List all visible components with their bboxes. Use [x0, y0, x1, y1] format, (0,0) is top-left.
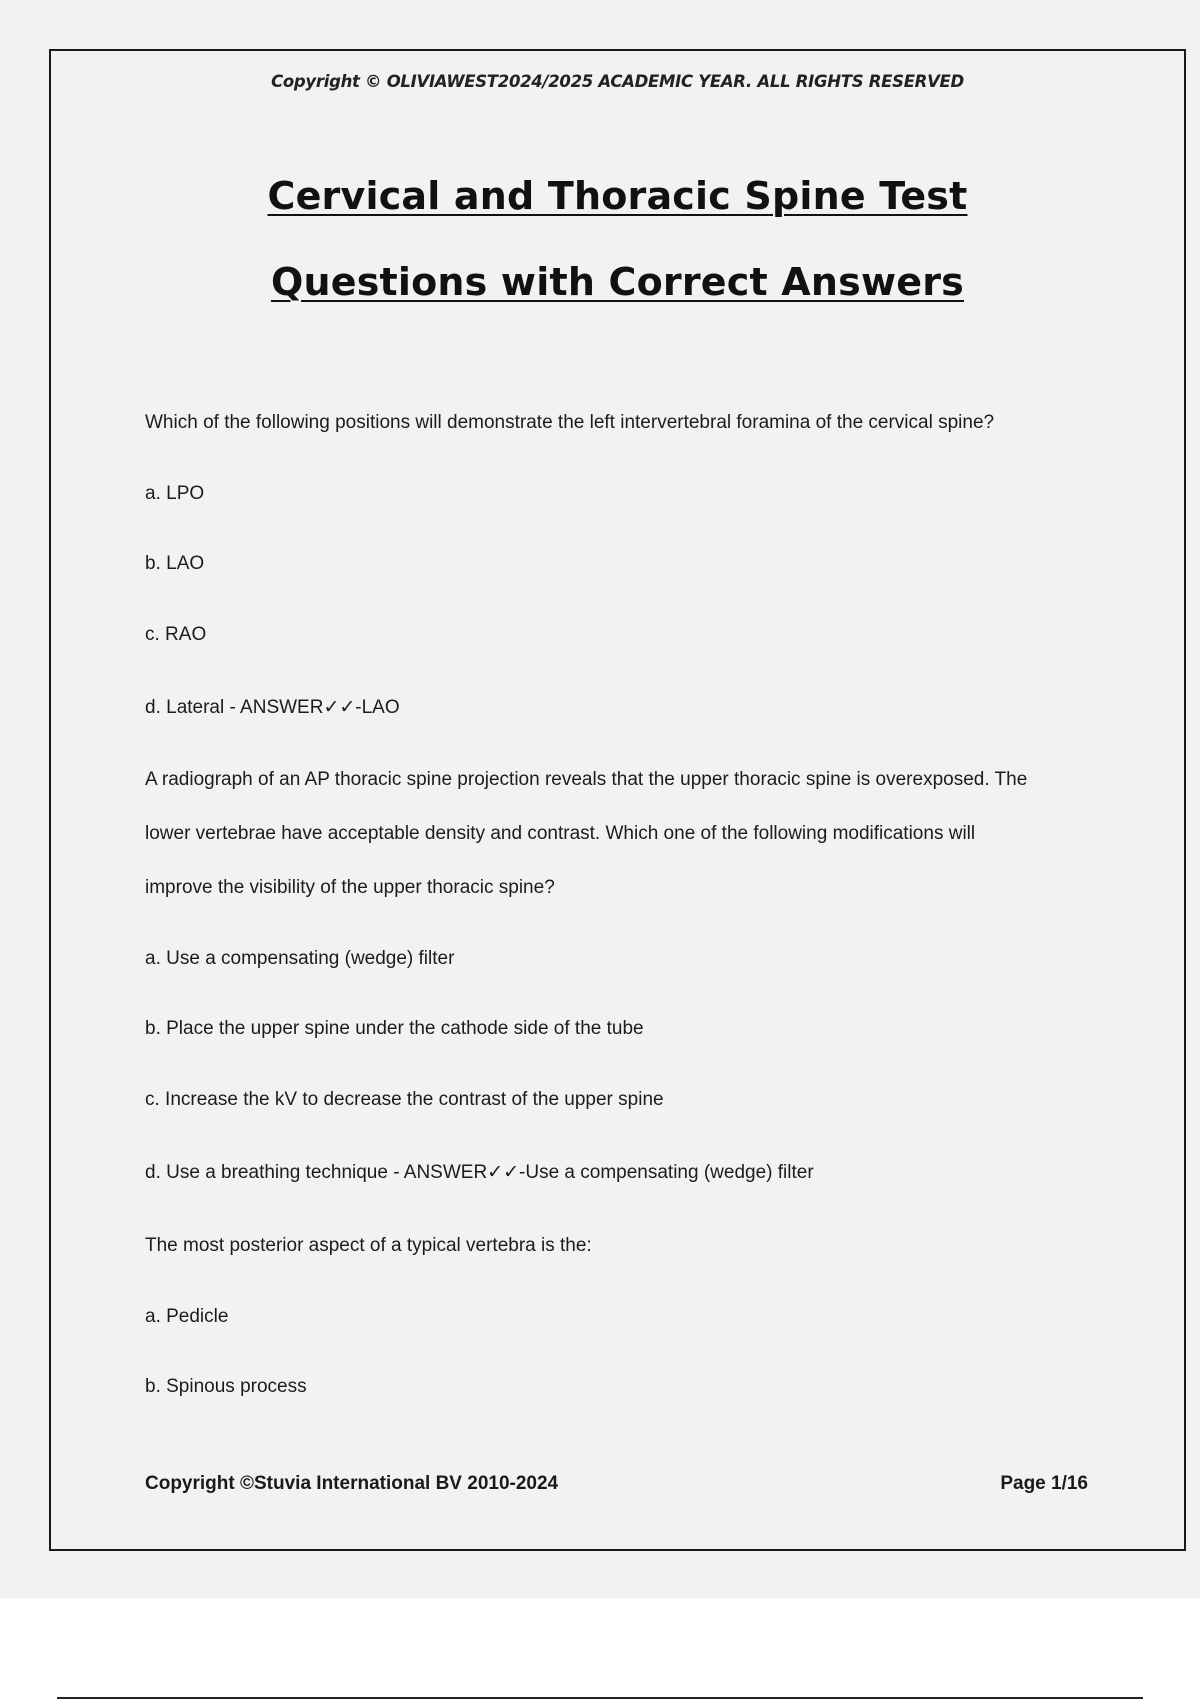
header-copyright: Copyright © OLIVIAWEST2024/2025 ACADEMIC YEAR. ALL RIGHTS RESERVED	[271, 72, 964, 91]
question-1-option-d-answer: d. Lateral - ANSWER✓✓-LAO	[145, 697, 400, 718]
question-2-option-a: a. Use a compensating (wedge) filter	[145, 948, 455, 969]
page-number: Page 1/16	[1000, 1473, 1088, 1494]
document-title-line-2: Questions with Correct Answers	[270, 260, 964, 304]
question-2-option-c: c. Increase the kV to decrease the contrast of the upper spine	[145, 1089, 664, 1110]
next-page-header-rule	[57, 1697, 1143, 1699]
question-2-option-d-answer: d. Use a breathing technique - ANSWER✓✓-Use a compensating (wedge) filter	[145, 1162, 814, 1183]
question-3-option-a: a. Pedicle	[145, 1306, 229, 1327]
document-title-line-1: Cervical and Thoracic Spine Test	[267, 174, 968, 218]
question-1-text: Which of the following positions will demonstrate the left intervertebral foramina of the cervical spine?	[145, 412, 995, 433]
question-2-option-b: b. Place the upper spine under the cathode side of the tube	[145, 1018, 644, 1039]
question-3-option-b: b. Spinous process	[145, 1376, 307, 1397]
question-1-option-b: b. LAO	[145, 553, 205, 574]
question-3-text: The most posterior aspect of a typical vertebra is the:	[145, 1235, 592, 1256]
question-2-text-line-3: improve the visibility of the upper thoracic spine?	[145, 877, 555, 898]
footer-copyright: Copyright ©Stuvia International BV 2010-2024	[145, 1473, 559, 1494]
question-1-option-a: a. LPO	[145, 483, 205, 504]
question-2-text-line-1: A radiograph of an AP thoracic spine projection reveals that the upper thoracic spine is overexposed. The	[145, 769, 1028, 790]
question-1-option-c: c. RAO	[145, 624, 207, 645]
question-2-text-line-2: lower vertebrae have acceptable density and contrast. Which one of the following modifications will	[145, 823, 976, 844]
